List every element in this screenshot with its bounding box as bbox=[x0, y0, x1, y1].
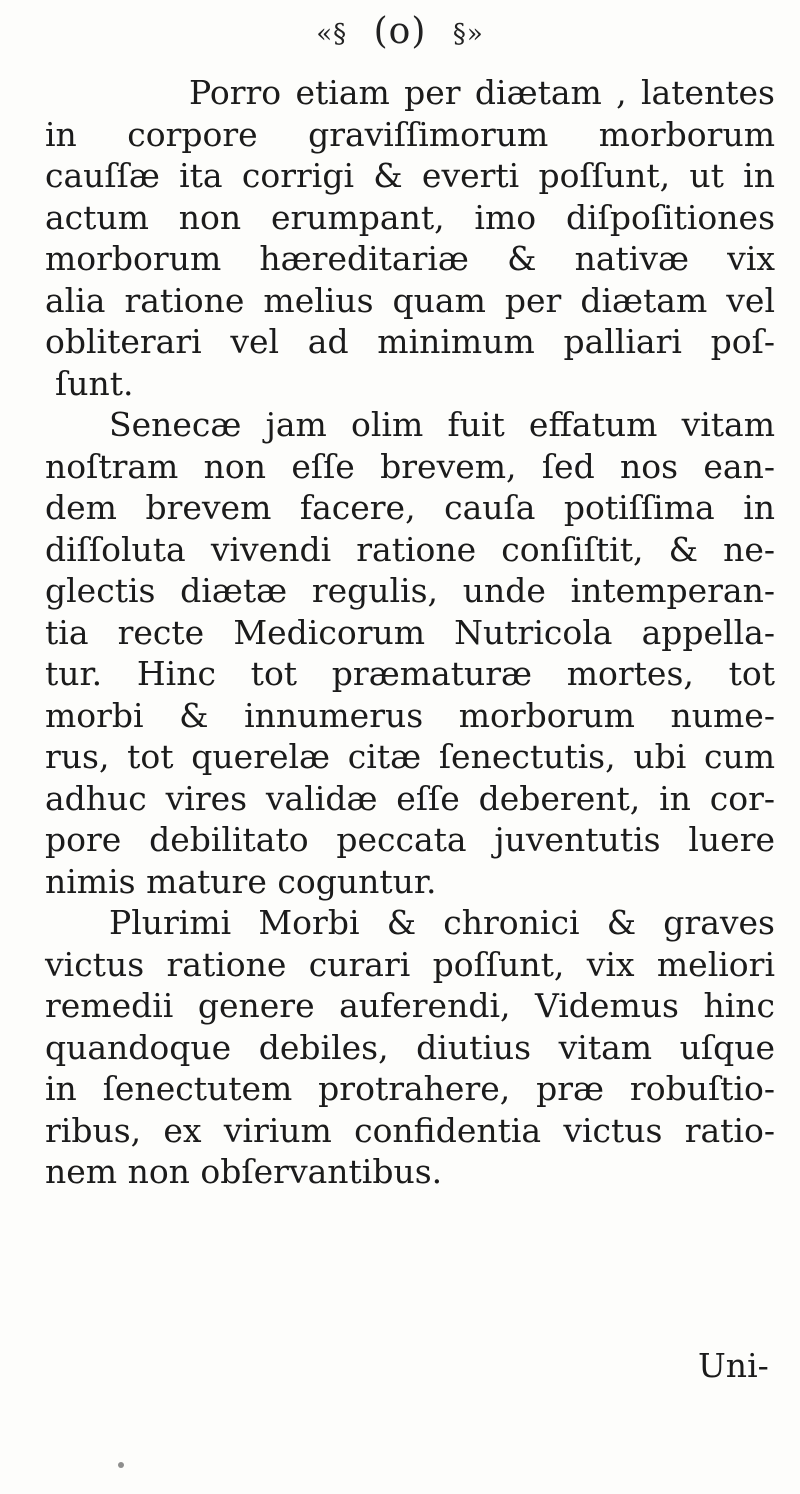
text-line: rus, tot querelæ citæ ſenectutis, ubi cum bbox=[45, 737, 775, 776]
right-ornament: §» bbox=[452, 19, 484, 49]
text-line: quandoque debiles, diutius vitam uſque bbox=[45, 1027, 775, 1067]
text-line: in ſenectutem protrahere, præ robuſtio- bbox=[45, 1069, 775, 1108]
text-line: Plurimi Morbi & chronici & graves bbox=[109, 903, 775, 942]
text-line: glectis diætæ regulis, unde intemperan- bbox=[45, 571, 775, 610]
text-line: diſſoluta vivendi ratione conſiſtit, & ne- bbox=[45, 529, 775, 569]
text-line: cauſſæ ita corrigi & everti poſſunt, ut in bbox=[45, 156, 775, 195]
paragraph-3 bbox=[45, 902, 775, 1193]
ink-speck bbox=[118, 1462, 124, 1468]
text-line: actum non erumpant, imo diſpoſitiones bbox=[45, 197, 775, 237]
text-line: tur. Hinc tot præmaturæ mortes, tot bbox=[45, 654, 775, 693]
paragraph-2 bbox=[45, 404, 775, 902]
body-text bbox=[45, 72, 775, 1193]
page-header bbox=[0, 10, 800, 56]
catchword: Uni- bbox=[698, 1346, 769, 1385]
text-line: alia ratione melius quam per diætam vel bbox=[45, 280, 775, 320]
text-line: dem brevem facere, cauſa potiſſima in bbox=[45, 488, 775, 527]
text-line: victus ratione curari poſſunt, vix meliori bbox=[45, 944, 775, 984]
text-line: pore debilitato peccata juventutis luere bbox=[45, 820, 775, 859]
text-line: Senecæ jam olim fuit effatum vitam bbox=[109, 405, 775, 444]
text-line: remedii genere auferendi, Videmus hinc bbox=[45, 986, 775, 1025]
left-ornament: «§ bbox=[316, 19, 348, 49]
text-line: noſtram non eſſe brevem, ſed nos ean- bbox=[45, 446, 775, 486]
text-line: in corpore graviſſimorum morborum bbox=[45, 114, 775, 154]
page-marker: (o) bbox=[373, 11, 427, 52]
paragraph-1 bbox=[45, 72, 775, 404]
text-line: nimis mature coguntur. bbox=[45, 861, 437, 901]
text-line: obliterari vel ad minimum palliari poſ- bbox=[45, 322, 775, 361]
text-line: ſunt. bbox=[55, 363, 134, 403]
text-line: nem non obſervantibus. bbox=[45, 1152, 443, 1191]
text-line: ribus, ex virium confidentia victus ratio- bbox=[45, 1110, 775, 1150]
text-line: Porro etiam per diætam , latentes bbox=[189, 73, 775, 112]
text-line: adhuc vires validæ eſſe deberent, in cor- bbox=[45, 778, 775, 818]
text-line: morborum hæreditariæ & nativæ vix bbox=[45, 239, 775, 278]
text-line: morbi & innumerus morborum nume- bbox=[45, 695, 775, 735]
text-line: tia recte Medicorum Nutricola appella- bbox=[45, 612, 775, 652]
